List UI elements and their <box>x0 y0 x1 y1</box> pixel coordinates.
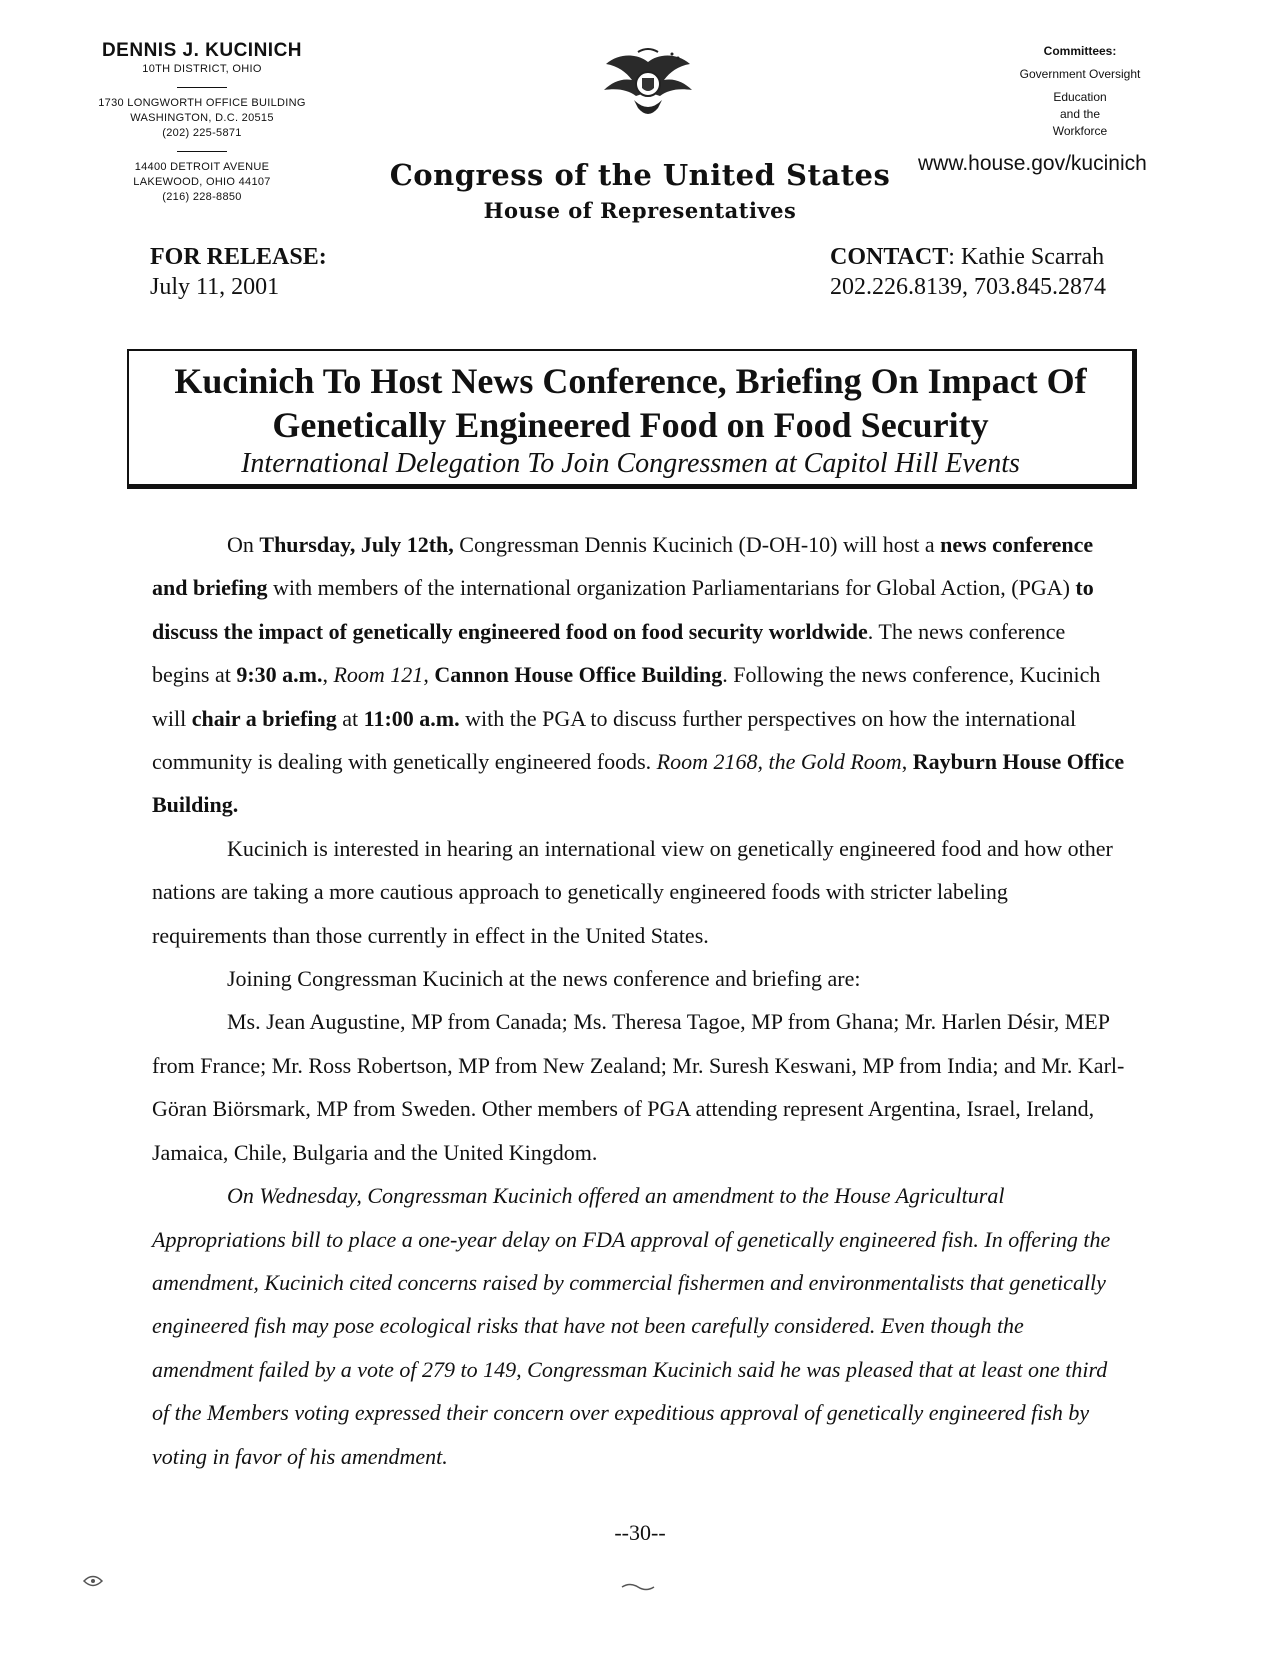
paragraph-3: Joining Congressman Kucinich at the news conference and briefing are: <box>227 966 861 992</box>
bold-text: Thursday, July 12th, <box>259 532 454 557</box>
text: , <box>901 749 913 775</box>
bold-text: chair a briefing <box>191 705 337 731</box>
text: , <box>423 662 435 688</box>
subheadline: International Delegation To Join Congressmen at Capitol Hill Events <box>241 448 1020 479</box>
contact-block <box>830 242 1106 302</box>
text: . Following the news conference, Kucinich will <box>152 662 1101 731</box>
congress-title: Congress of the United States <box>389 158 891 192</box>
committee-item: Workforce <box>1052 124 1108 138</box>
paragraph-1 <box>152 523 1127 827</box>
district-office-phone: (216) 228-8850 <box>162 191 242 203</box>
scan-artifact-icon <box>620 1578 660 1596</box>
text: at <box>336 705 364 731</box>
release-block <box>150 242 327 302</box>
letterhead-left <box>62 40 342 205</box>
eagle-seal-icon <box>598 44 698 134</box>
paragraph-5: On Wednesday, Congressman Kucinich offered an amendment to the House Agricultural Appropriations bill to place a one-year delay on FDA approval of genetically engineered fish. In offering the amendment, Kucinich cited concerns raised by commercial fishermen and environmentalists that genetically engineered fish may pose ecological risks that have not been carefully considered. Even though the amendment failed by a vote of 279 to 149, Congressman Kucinich said he was pleased that at least one third of the Members voting expressed their concern over expeditious approval of genetically engineered fish by voting in favor of his amendment. <box>152 1183 1111 1469</box>
committee-item: Government Oversight <box>1019 67 1141 81</box>
committees-block <box>980 44 1180 140</box>
headline-line-2: Genetically Engineered Food on Food Security <box>272 405 989 445</box>
bold-text: 9:30 a.m. <box>236 662 323 688</box>
website-url: www.house.gov/kucinich <box>918 152 1147 175</box>
text: On <box>227 532 260 557</box>
divider <box>177 151 227 152</box>
text: Congressman Dennis Kucinich (D-OH-10) will host a <box>453 532 941 557</box>
committee-item: Education <box>1053 90 1107 104</box>
bold-text: news conference and briefing <box>152 532 1094 601</box>
paragraph-4: Ms. Jean Augustine, MP from Canada; Ms. Theresa Tagoe, MP from Ghana; Mr. Harlen Désir, MEP from France; Mr. Ross Robertson, MP from New Zealand; Mr. Suresh Keswani, MP from India; and Mr. Karl-Göran Biörsmark, MP from Sweden. Other members of PGA attending represent Argentina, Israel, Ireland, Jamaica, Chile, Bulgaria and the United Kingdom. <box>152 1009 1125 1165</box>
dc-office-line-1: 1730 LONGWORTH OFFICE BUILDING <box>98 97 306 109</box>
dc-office-phone: (202) 225-5871 <box>162 127 242 139</box>
scan-artifact-icon <box>82 1572 104 1595</box>
district-office-line-1: 14400 DETROIT AVENUE <box>134 161 270 173</box>
press-release-body <box>152 523 1127 1478</box>
committee-item: and the <box>1059 107 1101 121</box>
house-title: House of Representatives <box>483 198 797 223</box>
district: 10TH DISTRICT, OHIO <box>142 63 262 75</box>
headline-box <box>127 349 1137 489</box>
divider <box>177 87 227 88</box>
text: with the PGA to discuss further perspectives on how the international community is dealing with genetically engineered foods. <box>152 705 1077 775</box>
bold-text: Cannon House Office Building <box>434 662 723 688</box>
text: , <box>322 662 334 688</box>
bold-text: 11:00 a.m. <box>363 705 460 731</box>
italic-text: Room 121 <box>333 662 424 688</box>
contact-phones: 202.226.8139, 703.845.2874 <box>830 274 1106 300</box>
bold-text: Rayburn House Office Building. <box>152 749 1125 818</box>
dc-office-line-2: WASHINGTON, D.C. 20515 <box>130 112 274 124</box>
italic-text: Room 2168, the Gold Room <box>656 749 902 775</box>
release-date: July 11, 2001 <box>150 274 280 300</box>
end-mark: --30-- <box>614 1520 666 1545</box>
contact-name: : Kathie Scarrah <box>948 244 1105 270</box>
committees-heading: Committees: <box>1043 44 1117 58</box>
district-office-line-2: LAKEWOOD, OHIO 44107 <box>133 176 271 188</box>
representative-name: DENNIS J. KUCINICH <box>101 40 303 61</box>
headline-line-1: Kucinich To Host News Conference, Briefing On Impact Of <box>174 361 1087 401</box>
release-label: FOR RELEASE: <box>150 244 327 270</box>
paragraph-2: Kucinich is interested in hearing an international view on genetically engineered food and how other nations are taking a more cautious approach to genetically engineered foods with stricter labeling requirements than those currently in effect in the United States. <box>152 835 1113 948</box>
contact-label: CONTACT <box>830 244 949 270</box>
text: . The news conference begins at <box>152 618 1066 688</box>
text: with members of the international organization Parliamentarians for Global Action, (PGA) <box>267 575 1076 601</box>
bold-text: to discuss the impact of genetically engineered food on food security worldwide <box>152 575 1094 644</box>
